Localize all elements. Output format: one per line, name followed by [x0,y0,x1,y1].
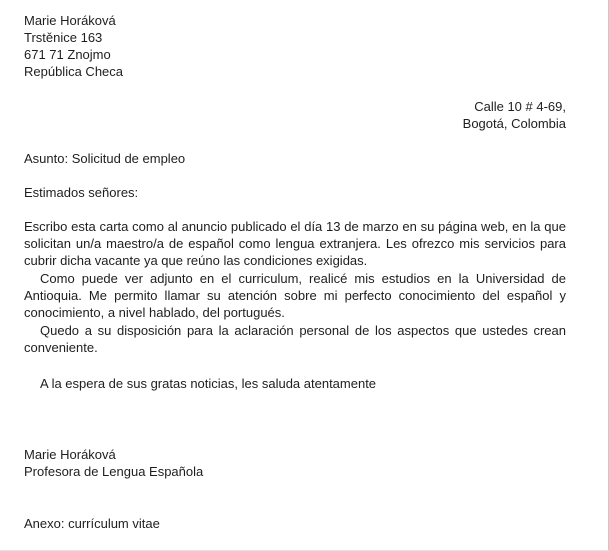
annex-line: Anexo: currículum vitae [24,516,160,531]
paragraph-line: Como puede ver adjunto en el curriculum, realicé mis estudios en la Universidad de [40,271,566,286]
sender-street: Trstěnice 163 [24,30,103,45]
greeting: Estimados señores: [24,185,139,200]
closing-line: A la espera de sus gratas noticias, les saluda atentamente [40,376,377,391]
body-paragraph-1 [24,218,566,269]
paragraph-line: conveniente. [24,340,98,355]
sender-city: 671 71 Znojmo [24,47,111,62]
recipient-street: Calle 10 # 4-69, [474,99,566,114]
subject-line: Asunto: Solicitud de empleo [24,151,186,166]
recipient-city: Bogotá, Colombia [462,116,566,131]
paragraph-line: Quedo a su disposición para la aclaración personal de los aspectos que ustedes crean [40,323,566,338]
signature-title: Profesora de Lengua Española [24,464,204,479]
signature-name: Marie Horáková [24,447,116,462]
body-paragraph-2 [24,270,566,321]
sender-name: Marie Horáková [24,13,116,28]
sender-country: República Checa [24,64,124,79]
paragraph-line: Escribo esta carta como al anuncio publicado el día 13 de marzo en su página web, en la que [24,219,566,234]
paragraph-line: conocimiento, a nivel hablado, del portugués. [24,305,285,320]
body-paragraph-3 [24,322,566,356]
paragraph-line: Antioquia. Me permito llamar su atención sobre mi perfecto conocimiento del español y [24,288,566,303]
paragraph-line: solicitan un/a maestro/a de español como lengua extranjera. Les ofrezco mis servicios para [24,236,566,251]
paragraph-line: cubrir dicha vacante ya que reúno las condiciones exigidas. [24,253,368,268]
